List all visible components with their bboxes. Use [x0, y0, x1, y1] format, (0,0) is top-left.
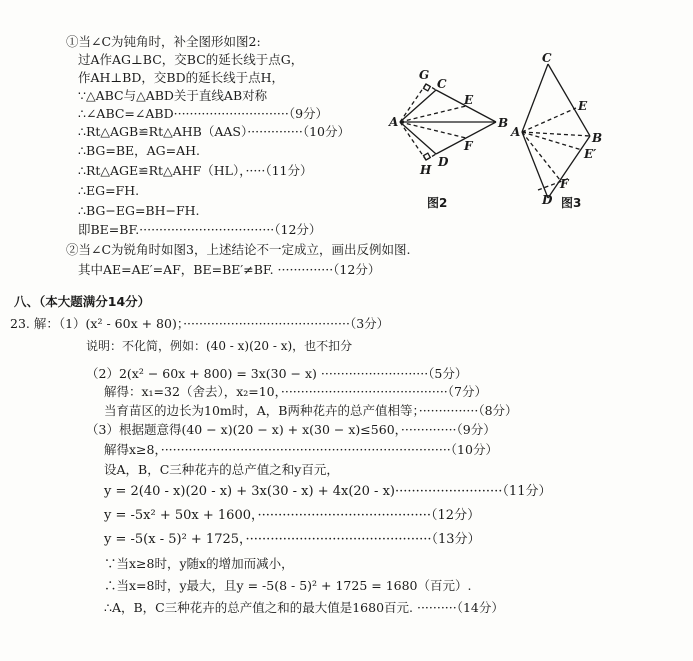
figure-3-caption: 图3: [561, 196, 582, 210]
q23-line-5: 当育苗区的边长为10m时，A，B两种花卉的总产值相等；···············（8分）: [104, 403, 518, 418]
proof-line-6: ∴Rt△AGB≌Rt△AHB（AAS）··············（10分）: [78, 124, 350, 139]
q23-note: 说明：不化简，例如：(40 - x)(20 - x)，也不扣分: [86, 339, 353, 353]
section-heading: 八、（本大题满分14分）: [14, 294, 151, 309]
label-E: E: [464, 93, 474, 107]
q23-line-1: 23. 解：（1）(x² - 60x + 80)；··········································（3分）: [10, 316, 390, 331]
label-C: C: [542, 52, 552, 65]
proof-line-3: 作AH⊥BD，交BD的延长线于点H，: [78, 70, 285, 85]
label-A: A: [511, 125, 521, 139]
proof-line-8: ∴Rt△AGE≌Rt△AHF（HL），·····（11分）: [78, 163, 313, 178]
label-A: A: [389, 115, 399, 129]
proof-line-9: ∴EG=FH.: [78, 183, 140, 198]
label-G: G: [419, 68, 430, 82]
label-E: E: [578, 99, 588, 113]
label-B: B: [592, 131, 603, 145]
q23-line-4: 解得：x₁=32（舍去），x₂=10，··········································（7分）: [104, 384, 487, 399]
label-H: H: [420, 163, 432, 177]
q23-line-12: ∵当x≥8时，y随x的增加而减小，: [104, 556, 294, 571]
figure-2-caption: 图2: [427, 196, 448, 210]
figure-2-diagram: [388, 62, 510, 190]
proof-line-11: 即BE=BF.··································（12分）: [78, 222, 322, 237]
proof-line-1: ①当∠C为钝角时，补全图形如图2:: [66, 34, 261, 49]
label-F: F: [464, 139, 473, 153]
q23-line-10: y = -5x² + 50x + 1600，··········································（12分）: [104, 508, 481, 523]
proof-line-7: ∴BG=BE，AG=AH.: [78, 143, 201, 158]
label-F: F: [560, 177, 569, 191]
proof-line-13: 其中AE=AE′=AF，BE=BE′≠BF. ··············（12分）: [78, 262, 381, 277]
q23-line-9: y = 2(40 - x)(20 - x) + 3x(30 - x) + 4x(20 - x)··························（11分）: [104, 484, 552, 499]
figure-3-diagram: [508, 52, 610, 212]
label-D: D: [438, 155, 449, 169]
q23-line-8: 设A，B，C三种花卉的总产值之和y百元，: [104, 462, 339, 477]
q23-line-11: y = -5(x - 5)² + 1725，·············································（13分）: [104, 532, 481, 547]
label-C: C: [437, 77, 447, 91]
q23-line-14: ∴A，B，C三种花卉的总产值之和的最大值是1680百元. ··········（14分）: [104, 600, 504, 615]
q23-line-7: 解得x≥8，·········································································（10分）: [104, 442, 498, 457]
q23-line-3: （2）2(x² − 60x + 800) = 3x(30 − x) ···························（5分）: [86, 366, 468, 381]
label-E-prime: E′: [584, 147, 597, 161]
proof-line-12: ②当∠C为锐角时如图3，上述结论不一定成立，画出反例如图.: [66, 242, 411, 257]
proof-line-4: ∵△ABC与△ABD关于直线AB对称: [78, 88, 268, 103]
q23-line-13: ∴当x=8时，y最大，且y = -5(8 - 5)² + 1725 = 1680（百元）.: [104, 578, 472, 593]
label-D: D: [542, 193, 553, 207]
proof-line-2: 过A作AG⊥BC，交BC的延长线于点G，: [78, 52, 304, 67]
proof-line-10: ∴BG−EG=BH−FH.: [78, 203, 200, 218]
q23-line-6: （3）根据题意得(40 − x)(20 − x) + x(30 − x)≤560，··············（9分）: [86, 422, 496, 437]
proof-line-5: ∴∠ABC=∠ABD·····························（9分）: [78, 106, 329, 121]
label-B: B: [498, 116, 509, 130]
